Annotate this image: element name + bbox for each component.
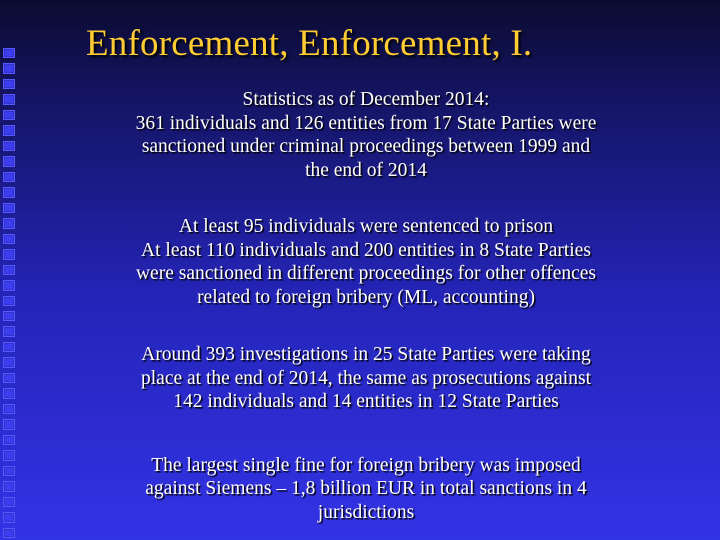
decorative-square — [3, 187, 15, 197]
decorative-square — [3, 357, 15, 367]
decorative-square — [3, 48, 15, 58]
decorative-square — [3, 481, 15, 491]
decorative-square — [3, 373, 15, 383]
decorative-square — [3, 203, 15, 213]
text-line: related to foreign bribery (ML, accounting) — [197, 286, 535, 308]
decorative-square — [3, 497, 15, 507]
statistics-paragraph — [76, 88, 656, 182]
slide-title: Enforcement, Enforcement, I. — [86, 23, 533, 64]
slide-body — [76, 88, 656, 524]
text-line: 361 individuals and 126 entities from 17 State Parties were — [135, 112, 597, 134]
decorative-square — [3, 296, 15, 306]
decorative-square — [3, 326, 15, 336]
text-line: place at the end of 2014, the same as prosecutions against — [141, 367, 591, 389]
decorative-square — [3, 141, 15, 151]
text-line: At least 110 individuals and 200 entities in 8 State Parties — [141, 239, 591, 261]
text-line: sanctioned under criminal proceedings between 1999 and — [141, 136, 591, 157]
decorative-square — [3, 79, 15, 89]
decorative-square — [3, 342, 15, 352]
decorative-square — [3, 528, 15, 538]
decorative-square — [3, 311, 15, 321]
text-line: the end of 2014 — [305, 159, 427, 181]
text-line: At least 95 individuals were sentenced to prison — [178, 216, 554, 237]
text-line: jurisdictions — [317, 501, 415, 523]
text-line: Around 393 investigations in 25 State Parties were taking — [141, 344, 591, 365]
decorative-square — [3, 125, 15, 135]
text-line: Statistics as of December 2014: — [242, 89, 490, 110]
decorative-square — [3, 63, 15, 73]
decorative-square — [3, 404, 15, 414]
decorative-square — [3, 218, 15, 228]
decorative-square — [3, 280, 15, 290]
decorative-square — [3, 249, 15, 259]
decorative-square — [3, 419, 15, 429]
text-line: The largest single fine for foreign bribery was imposed — [151, 454, 581, 476]
text-line: against Siemens – 1,8 billion EUR in total sanctions in 4 — [145, 478, 587, 499]
sentences-paragraph — [76, 215, 656, 309]
decorative-square — [3, 388, 15, 398]
siemens-fine-paragraph — [76, 454, 656, 525]
text-line: were sanctioned in different proceedings for other offences — [135, 263, 597, 284]
decorative-square — [3, 435, 15, 445]
decorative-square-strip — [3, 48, 17, 538]
investigations-paragraph — [76, 343, 656, 414]
decorative-square — [3, 156, 15, 166]
decorative-square — [3, 512, 15, 522]
decorative-square — [3, 466, 15, 476]
decorative-square — [3, 94, 15, 104]
decorative-square — [3, 265, 15, 275]
decorative-square — [3, 450, 15, 460]
decorative-square — [3, 110, 15, 120]
decorative-square — [3, 234, 15, 244]
text-line: 142 individuals and 14 entities in 12 State Parties — [173, 391, 559, 412]
decorative-square — [3, 172, 15, 182]
